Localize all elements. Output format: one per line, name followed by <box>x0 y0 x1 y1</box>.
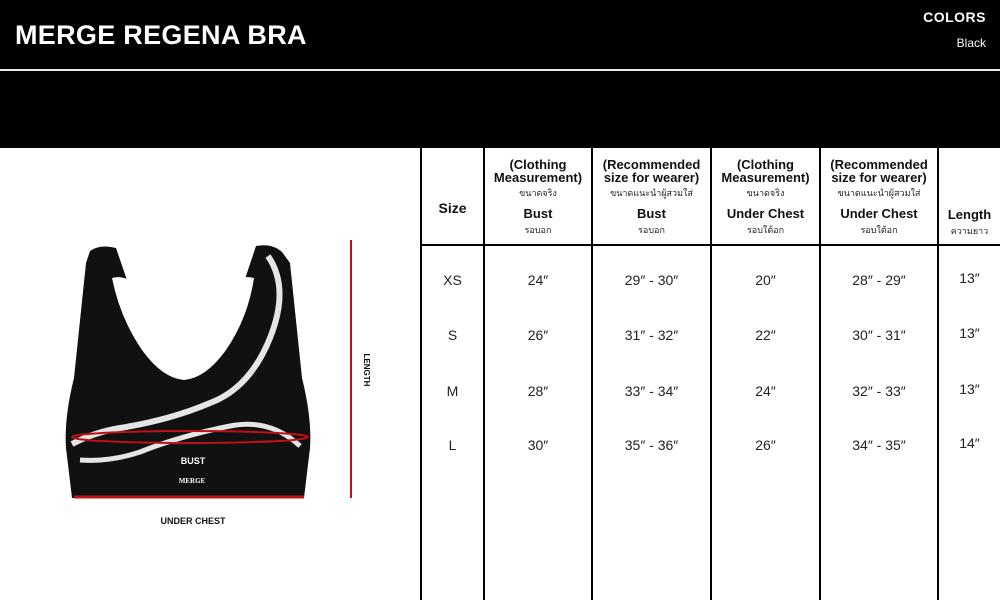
header-thai: ขนาดจริง <box>746 188 785 198</box>
header-thai: ขนาดแนะนำผู้สวมใส่ <box>610 188 693 198</box>
cell-bust-rec: 35″ - 36″ <box>624 437 679 453</box>
cell-under: 20″ <box>755 272 776 288</box>
cell-bust: 26″ <box>527 327 549 343</box>
cell-length: 13″ <box>959 381 980 397</box>
cell-size: L <box>448 437 457 453</box>
product-title: MERGE REGENA BRA <box>15 20 307 50</box>
header-bust-recommended <box>593 148 710 244</box>
under-chest-label: UNDER CHEST <box>160 516 226 526</box>
cell-size: S <box>447 327 458 343</box>
header-thai-sub: รอบอก <box>524 225 552 235</box>
header-bar <box>0 0 1000 148</box>
header-thai: ขนาดแนะนำผู้สวมใส่ <box>837 188 921 198</box>
header-bust-clothing <box>485 148 591 244</box>
table-header-divider <box>420 244 1000 246</box>
cell-under-rec: 34″ - 35″ <box>852 437 906 453</box>
colors-value: Black <box>956 36 986 50</box>
header-thai-sub: รอบใต้อก <box>860 225 898 235</box>
cell-bust-rec: 31″ - 32″ <box>624 327 679 343</box>
cell-bust-rec: 29″ - 30″ <box>624 272 679 288</box>
header-thai-sub: ความยาว <box>950 226 989 236</box>
length-label: LENGTH <box>362 353 371 387</box>
header-size <box>422 148 483 244</box>
cell-under-rec: 32″ - 33″ <box>852 383 906 399</box>
header-paren: (Recommended size for wearer) <box>830 157 928 185</box>
size-chart-table <box>420 148 1000 600</box>
cell-length: 14″ <box>959 435 980 451</box>
cell-under-rec: 30″ - 31″ <box>852 327 906 343</box>
header-paren: (Recommended size for wearer) <box>602 157 701 185</box>
bra-measurement-figure <box>0 148 420 600</box>
header-thai: ขนาดจริง <box>519 188 557 198</box>
cell-under: 26″ <box>755 437 776 453</box>
cell-bust: 24″ <box>527 272 549 288</box>
header-under-clothing <box>712 148 819 244</box>
cell-bust: 30″ <box>527 437 549 453</box>
header-paren: (Clothing Measurement) <box>493 157 583 185</box>
header-main: Under Chest <box>840 206 918 221</box>
header-thai-sub: รอบอก <box>638 225 665 235</box>
brand-label: MERGE <box>178 477 206 485</box>
cell-length: 13″ <box>959 270 980 286</box>
header-divider <box>0 69 1000 71</box>
cell-length: 13″ <box>959 325 980 341</box>
header-main: Bust <box>637 206 666 221</box>
header-thai-sub: รอบใต้อก <box>746 225 785 235</box>
cell-size: XS <box>443 272 462 288</box>
bust-label: BUST <box>180 456 206 466</box>
cell-under: 22″ <box>755 327 776 343</box>
header-main: Under Chest <box>726 206 805 221</box>
bra-illustration <box>0 148 420 600</box>
cell-bust: 28″ <box>527 383 549 399</box>
cell-bust-rec: 33″ - 34″ <box>624 383 679 399</box>
cell-size: M <box>446 383 459 399</box>
header-size-label: Size <box>438 200 467 216</box>
header-main: Length <box>947 207 992 222</box>
header-main: Bust <box>523 206 553 221</box>
cell-under-rec: 28″ - 29″ <box>852 272 906 288</box>
colors-label: COLORS <box>923 9 986 25</box>
header-length <box>939 148 1000 244</box>
cell-under: 24″ <box>755 383 776 399</box>
header-under-recommended <box>821 148 937 244</box>
header-paren: (Clothing Measurement) <box>721 157 810 185</box>
